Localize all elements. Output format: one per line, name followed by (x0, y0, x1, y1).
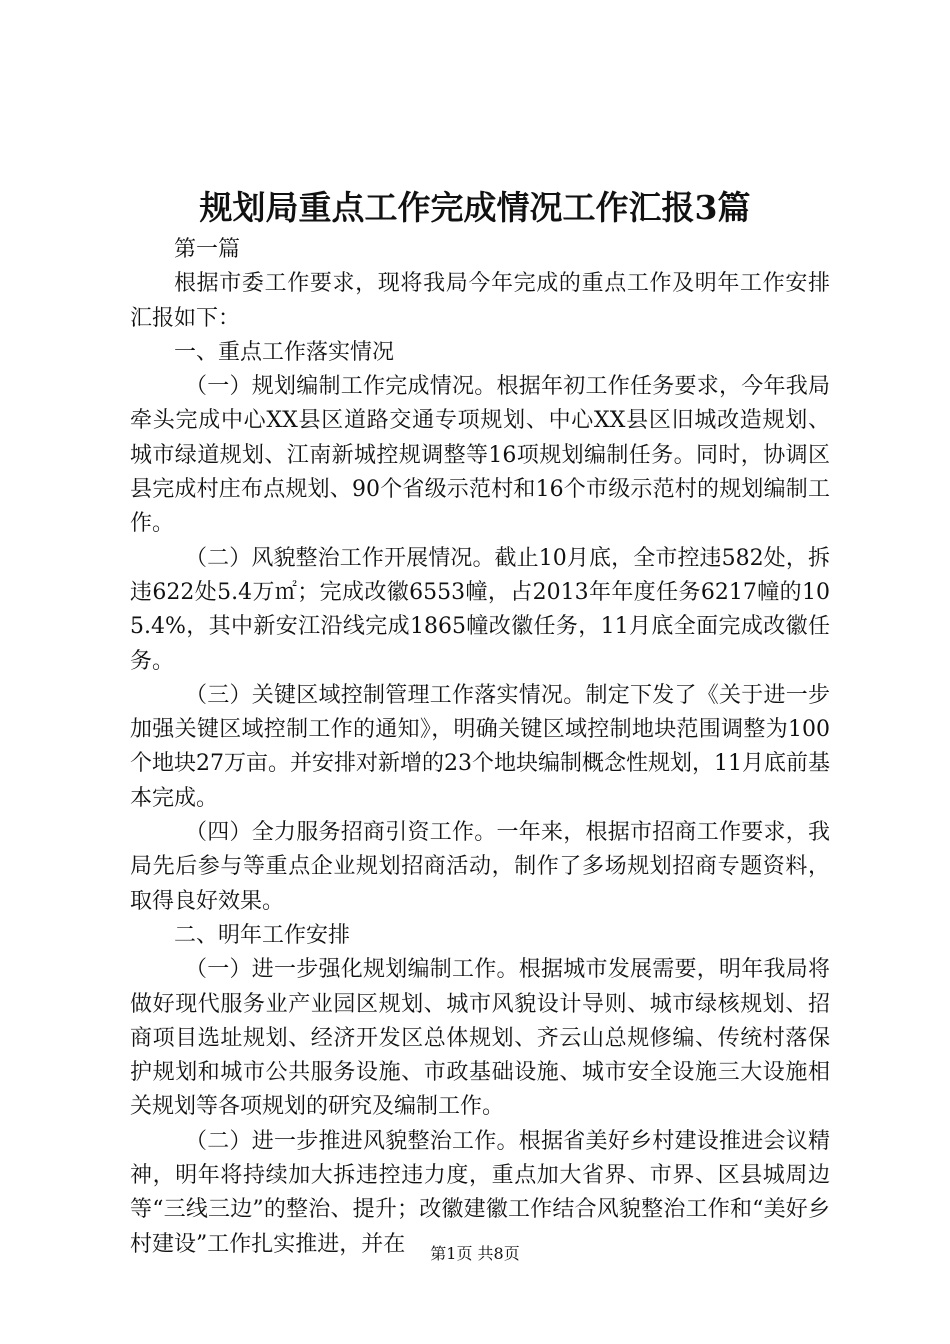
section-heading-part-one: 第一篇 (174, 237, 241, 262)
paragraph-planning-compilation: （一）规划编制工作完成情况。根据年初工作任务要求，今年我局牵头完成中心XX县区道路交通专项规划、中心XX县区旧城改造规划、城市绿道规划、江南新城控规调整等16项规划编制任务。同时，协调区县完成村庄布点规划、90个省级示范村和16个市级示范村的规划编制工作。 (130, 374, 830, 537)
paragraph-next-year-landscape: （二）进一步推进风貌整治工作。根据省美好乡村建设推进会议精神，明年将持续加大拆违控违力度，重点加大省界、市界、区县城周边等“三线三边”的整治、提升；改徽建徽工作结合风貌整治工作和“美好乡村建设”工作扎实推进，并在 (130, 1128, 830, 1257)
section-heading-key-work: 一、重点工作落实情况 (174, 339, 395, 365)
section-heading-next-year: 二、明年工作安排 (174, 922, 351, 948)
page-number-footer: 第1页 共8页 (430, 1244, 520, 1263)
paragraph-key-area-control: （三）关键区域控制管理工作落实情况。制定下发了《关于进一步加强关键区域控制工作的通知》，明确关键区域控制地块范围调整为100个地块27万亩。并安排对新增的23个地块编制概念性规划，11月底前基本完成。 (130, 682, 830, 811)
document-title: 规划局重点工作完成情况工作汇报3篇 (199, 188, 751, 227)
paragraph-landscape-rectification: （二）风貌整治工作开展情况。截止10月底，全市控违582处，拆违622处5.4万㎡；完成改徽6553幢，占2013年年度任务6217幢的105.4%，其中新安江沿线完成1865幢改徽任务，11月底全面完成改徽任务。 (130, 545, 830, 674)
document-body (130, 233, 830, 1262)
paragraph-next-year-planning: （一）进一步强化规划编制工作。根据城市发展需要，明年我局将做好现代服务业产业园区规划、城市风貌设计导则、城市绿核规划、招商项目选址规划、经济开发区总体规划、齐云山总规修编、传统村落保护规划和城市公共服务设施、市政基础设施、城市安全设施三大设施相关规划等各项规划的研究及编制工作。 (130, 957, 830, 1120)
intro-paragraph: 根据市委工作要求，现将我局今年完成的重点工作及明年工作安排汇报如下： (130, 271, 830, 331)
paragraph-investment-service: （四）全力服务招商引资工作。一年来，根据市招商工作要求，我局先后参与等重点企业规划招商活动，制作了多场规划招商专题资料，取得良好效果。 (130, 820, 830, 914)
